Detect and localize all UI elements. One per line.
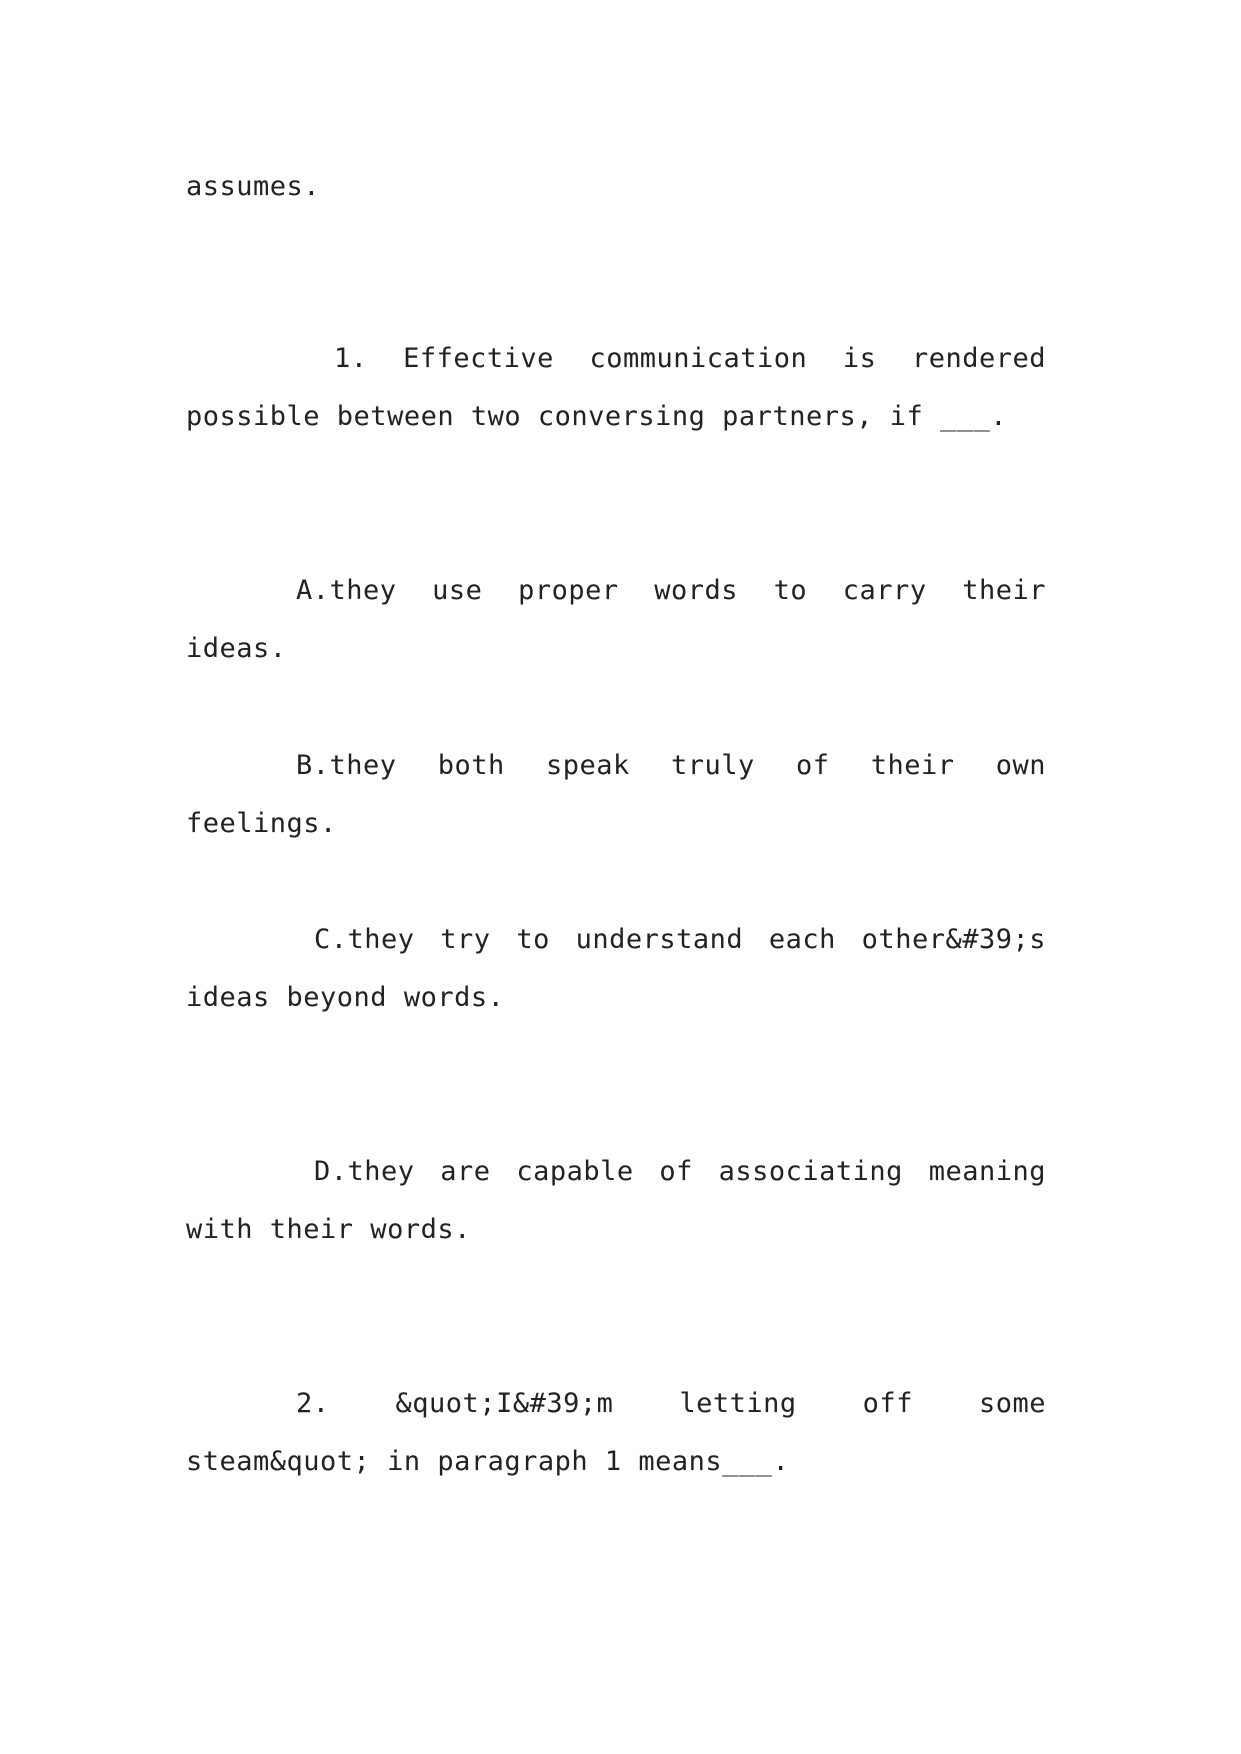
paragraph-continuation: assumes.: [186, 171, 321, 202]
option-d: D.they are capable of associating meaning with their words.: [186, 1156, 1046, 1245]
option-c: C.they try to understand each other&#39;s ideas beyond words.: [186, 924, 1046, 1013]
option-a: A.they use proper words to carry their ideas.: [186, 575, 1046, 664]
option-b: B.they both speak truly of their own feelings.: [186, 750, 1046, 839]
question-1: 1. Effective communication is rendered possible between two conversing partners, if ___.: [186, 343, 1046, 432]
question-2: 2. &quot;I&#39;m letting off some steam&quot; in paragraph 1 means___.: [186, 1388, 1046, 1477]
